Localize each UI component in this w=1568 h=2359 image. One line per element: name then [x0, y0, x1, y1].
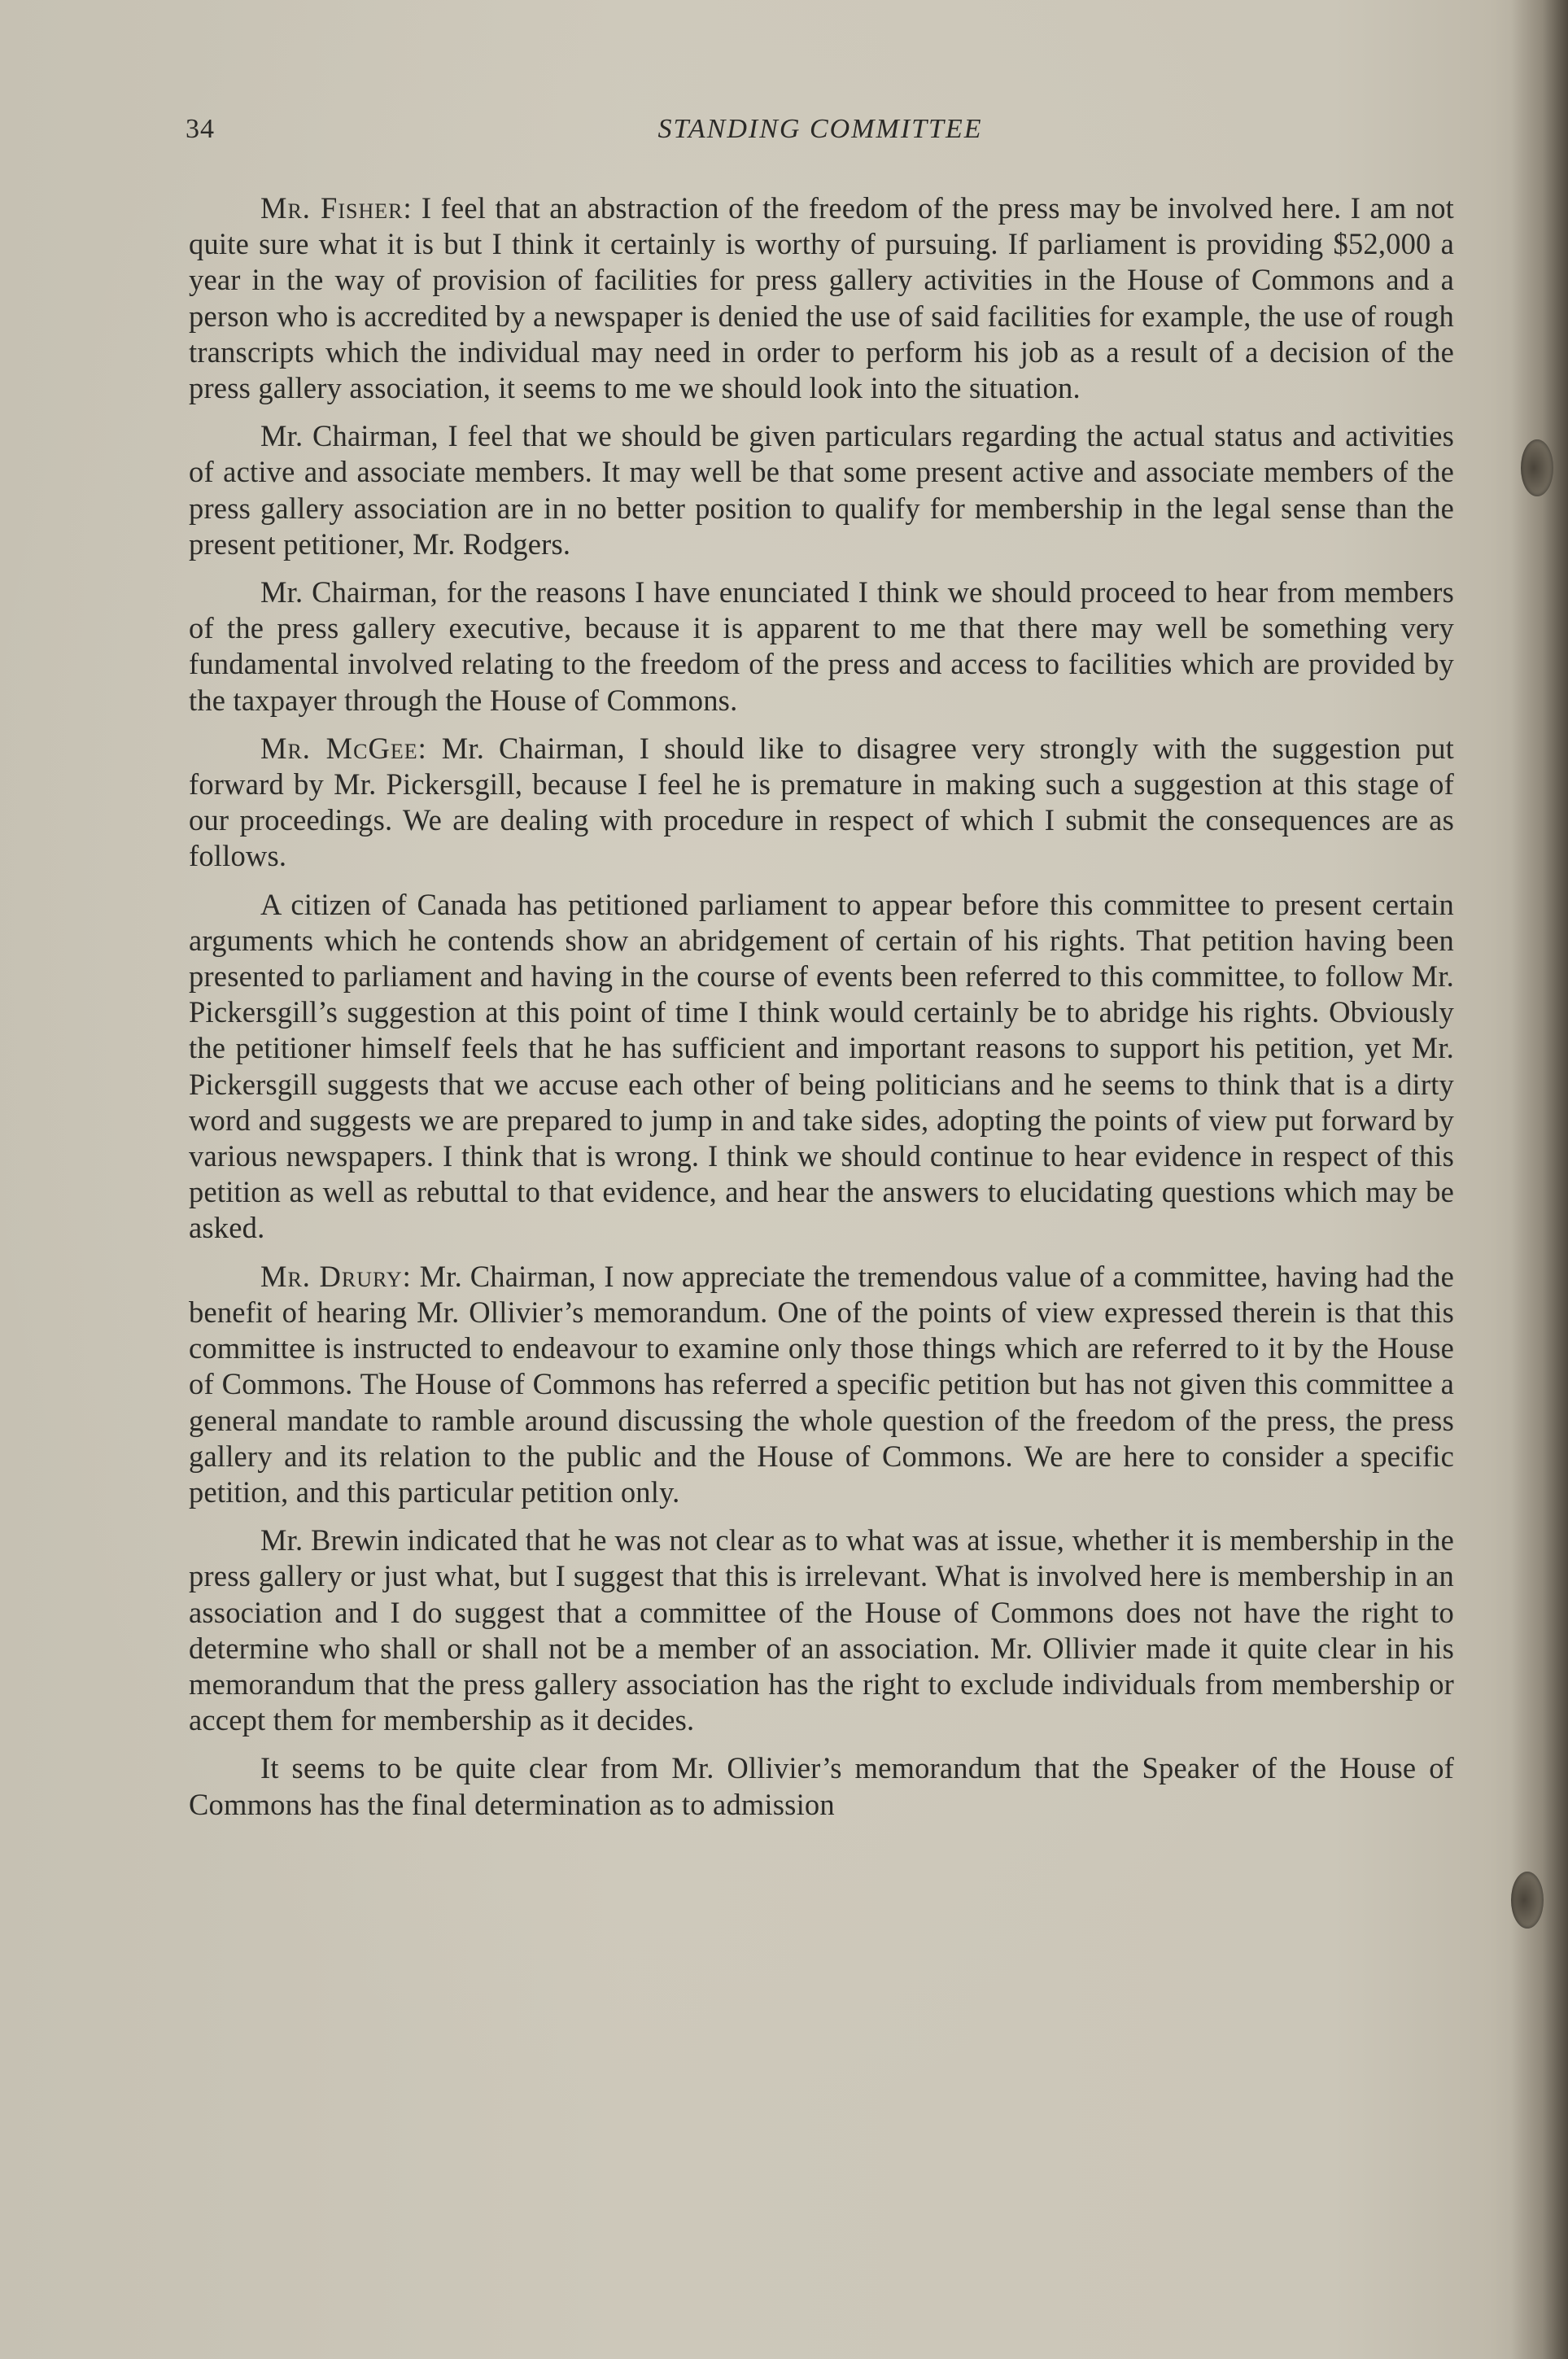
paragraph [189, 731, 1454, 875]
speaker-name: Mr. McGee: [260, 731, 427, 765]
paragraph [189, 190, 1454, 406]
page-header [186, 114, 1455, 163]
paragraph [189, 887, 1454, 1247]
paragraph-text: It seems to be quite clear from Mr. Ollivier’s memorandum that the Speaker of the House of Commons has the final determination as to admission [189, 1751, 1454, 1821]
paragraph [189, 1750, 1454, 1822]
running-title: STANDING COMMITTEE [657, 114, 983, 144]
paragraph-text: Mr. Chairman, I feel that we should be given particulars regarding the actual status and activities of active and associate members. It may well be that some present active and associate members of the press gallery association are in no better position to qualify for membership in the legal sense than the present petitioner, Mr. Rodgers. [189, 419, 1454, 561]
paragraph [189, 574, 1454, 719]
binding-hole [1521, 439, 1553, 496]
paragraph-text: Mr. Chairman, I now appreciate the tremendous value of a committee, having had the benefit of hearing Mr. Ollivier’s memorandum. One of the points of view expressed therein is that this committee is instructed to endeavour to examine only those things which are referred to it by the House of Commons. The House of Commons has referred a specific petition but has not given this committee a general mandate to ramble around discussing the whole question of the freedom of the press, the press gallery and its relation to the public and the House of Commons. We are here to consider a specific petition, and this particular petition only. [189, 1259, 1454, 1509]
page-binding-edge [1511, 0, 1568, 2359]
page-number: 34 [186, 114, 215, 144]
binding-hole [1511, 1872, 1544, 1929]
paragraph [189, 1522, 1454, 1738]
body-text [189, 190, 1454, 1835]
speaker-name: Mr. Fisher: [260, 191, 413, 225]
paragraph-text: Mr. Chairman, I should like to disagree very strongly with the suggestion put forward by Mr. Pickersgill, because I feel he is premature in making such a suggestion at this stage of our proceedings. We are dealing with procedure in respect of which I submit the consequences are as follows. [189, 731, 1454, 873]
paragraph-text: Mr. Brewin indicated that he was not clear as to what was at issue, whether it is membership in the press gallery or just what, but I suggest that this is irrelevant. What is involved here is membership in an association and I do suggest that a committee of the House of Commons does not have the right to determine who shall or shall not be a member of an association. Mr. Ollivier made it quite clear in his memorandum that the press gallery association has the right to exclude individuals from membership or accept them for membership as it decides. [189, 1523, 1454, 1737]
paragraph-text: A citizen of Canada has petitioned parliament to appear before this committee to present certain arguments which he contends show an abridgement of certain of his rights. That petition having been presented to parliament and having in the course of events been referred to this committee, to follow Mr. Pickersgill’s suggestion at this point of time I think would certainly be to abridge his rights. Obviously the petitioner himself feels that he has sufficient and important reasons to support his petition, yet Mr. Pickersgill suggests that we accuse each other of being politicians and he seems to think that is a dirty word and suggests we are prepared to jump in and take sides, adopting the points of view put forward by various newspapers. I think that is wrong. I think we should continue to hear evidence in respect of this petition as well as rebuttal to that evidence, and hear the answers to elucidating questions which may be asked. [189, 887, 1454, 1245]
paragraph [189, 1259, 1454, 1510]
speaker-name: Mr. Drury: [260, 1259, 412, 1293]
paragraph-text: I feel that an abstraction of the freedom of the press may be involved here. I am not quite sure what it is but I think it certainly is worthy of pursuing. If parliament is providing $52,000 a year in the way of provision of facilities for press gallery activities in the House of Commons and a person who is accredited by a newspaper is denied the use of said facilities for example, the use of rough transcripts which the individual may need in order to perform his job as a result of a decision of the press gallery association, it seems to me we should look into the situation. [189, 191, 1454, 405]
paragraph-text: Mr. Chairman, for the reasons I have enunciated I think we should proceed to hear from members of the press gallery executive, because it is apparent to me that there may well be something very fundamental involved relating to the freedom of the press and access to facilities which are provided by the taxpayer through the House of Commons. [189, 575, 1454, 717]
paragraph [189, 418, 1454, 562]
